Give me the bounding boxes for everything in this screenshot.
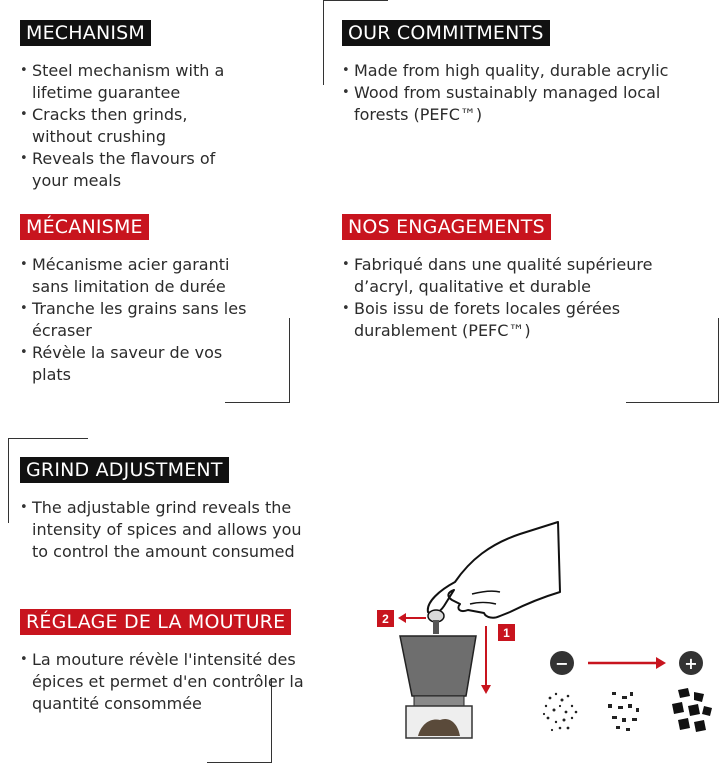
fine-grind-sample-icon: [543, 693, 577, 731]
reglage-section: [20, 609, 340, 715]
mecanisme-section: [20, 214, 280, 386]
grind-list: [20, 497, 330, 563]
medium-grind-sample-icon: [608, 692, 639, 731]
minus-sign: −: [555, 654, 569, 673]
grind-section: [20, 457, 330, 563]
commitments-section: [342, 20, 712, 126]
corner-line: [718, 318, 719, 403]
list-item: • Made from high quality, durable acrylic: [342, 60, 712, 82]
corner-line: [626, 402, 719, 403]
list-item: • The adjustable grind reveals the intensity of spices and allows you to control the amount consumed: [20, 497, 322, 563]
corner-line: [8, 438, 9, 523]
mecanisme-title: MÉCANISME: [20, 214, 149, 240]
step-2-label: 2: [382, 612, 389, 626]
list-item: • Cracks then grinds, without crushing: [20, 104, 232, 148]
step-1-label: 1: [503, 626, 510, 640]
list-item: • Mécanisme acier garanti sans limitation de durée: [20, 254, 267, 298]
grinder-body-icon: [400, 636, 476, 696]
corner-line: [289, 318, 290, 403]
mecanisme-list: [20, 254, 280, 386]
reglage-title: RÉGLAGE DE LA MOUTURE: [20, 609, 291, 635]
plus-sign: +: [684, 654, 698, 673]
coarse-grind-sample-icon: [672, 688, 712, 732]
reglage-list: [20, 649, 340, 715]
list-item: • La mouture révèle l'intensité des épices et permet d'en contrôler la quantité consommée: [20, 649, 332, 715]
commitments-title: OUR COMMITMENTS: [342, 20, 550, 46]
engagements-title: NOS ENGAGEMENTS: [342, 214, 551, 240]
mechanism-list: [20, 60, 310, 192]
engagements-section: [342, 214, 712, 342]
list-item: • Révèle la saveur de vos plats: [20, 342, 262, 386]
mechanism-section: [20, 20, 310, 192]
corner-line: [8, 438, 88, 439]
list-item: • Reveals the flavours of your meals: [20, 148, 242, 192]
commitments-list: [342, 60, 712, 126]
mechanism-title: MECHANISM: [20, 20, 151, 46]
list-item: • Fabriqué dans une qualité supérieure d’acryl, qualitative et durable: [342, 254, 704, 298]
list-item: • Steel mechanism with a lifetime guarantee: [20, 60, 242, 104]
grind-title: GRIND ADJUSTMENT: [20, 457, 229, 483]
corner-line: [323, 0, 324, 85]
corner-line: [225, 402, 290, 403]
corner-line: [323, 0, 388, 1]
grinder-illustration: [360, 520, 720, 763]
list-item: • Tranche les grains sans les écraser: [20, 298, 252, 342]
list-item: • Bois issu de forets locales gérées durablement (PEFC™): [342, 298, 674, 342]
engagements-list: [342, 254, 712, 342]
list-item: • Wood from sustainably managed local forests (PEFC™): [342, 82, 704, 126]
